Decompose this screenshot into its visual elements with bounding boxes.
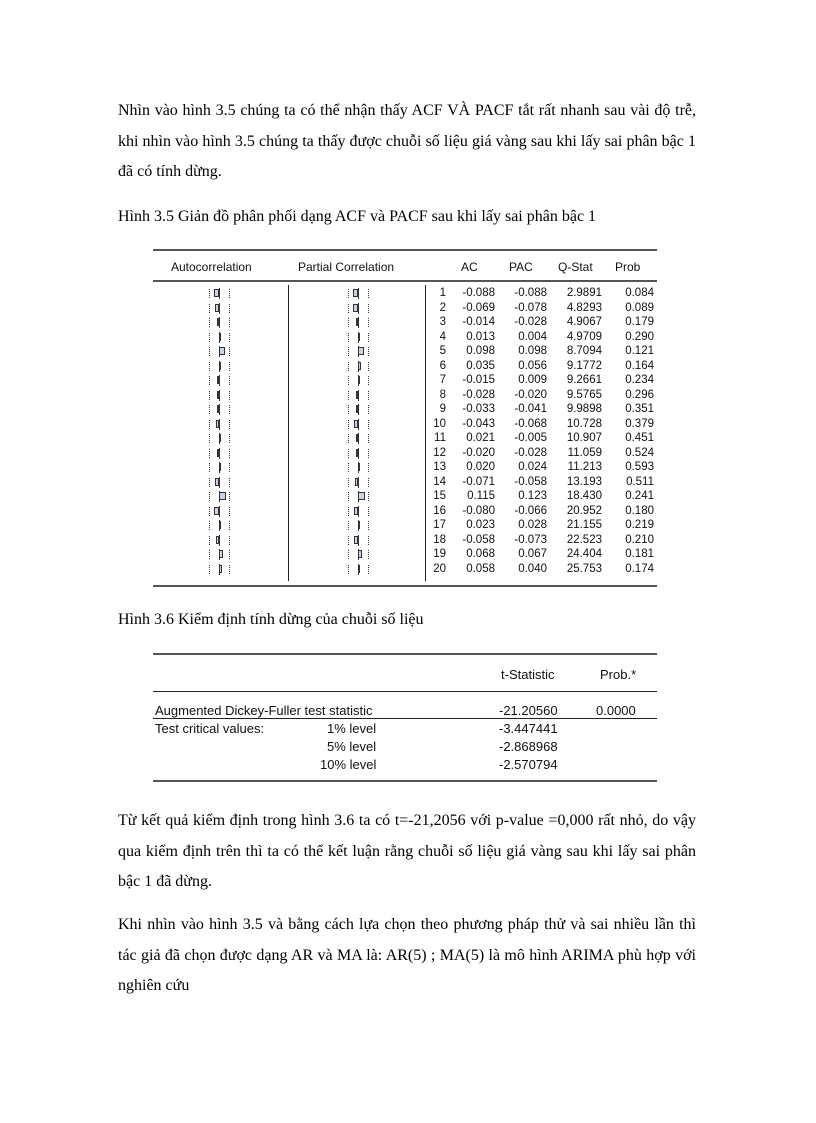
pac-bar	[353, 304, 358, 312]
pac-value: -0.020	[514, 388, 547, 401]
adf-level-10pct: 10% level	[320, 757, 377, 772]
pac-bar	[358, 521, 360, 529]
paragraph-arima-choice: Khi nhìn vào hình 3.5 và bằng cách lựa chọn theo phương pháp thử và sai nhiều lần thì tác giả đã chọn được dạng AR và MA là: AR(5) ; MA(5) là mô hình ARIMA phù hợp với nghiên cứu	[118, 916, 696, 994]
ac-value: -0.033	[462, 403, 495, 415]
ac-value: 0.098	[466, 345, 495, 357]
pac-value: -0.068	[514, 417, 547, 430]
correlogram-row	[153, 316, 657, 329]
confidence-bound-left	[348, 507, 349, 516]
pac-bar	[354, 420, 358, 428]
lag-value: 8	[439, 388, 446, 401]
prob-value: 0.290	[625, 330, 654, 343]
figure-3-6-caption: Hình 3.6 Kiểm định tính dừng của chuỗi số liệu	[118, 611, 424, 628]
zero-axis	[358, 477, 359, 488]
pac-value: -0.028	[514, 316, 547, 328]
adf-header-prob: Prob.*	[600, 667, 637, 682]
pac-value: 0.024	[518, 461, 547, 473]
pac-value: -0.073	[514, 533, 547, 546]
qstat-value: 10.907	[566, 432, 602, 444]
lag-value: 14	[433, 475, 446, 488]
confidence-bound-left	[348, 333, 349, 342]
lag-value: 18	[433, 533, 446, 546]
zero-axis	[358, 390, 359, 401]
ac-value: 0.023	[466, 519, 495, 531]
lag-value: 16	[433, 504, 446, 517]
zero-axis	[358, 419, 359, 430]
confidence-bound-right	[368, 333, 369, 342]
pac-bar	[353, 289, 358, 297]
correlogram-row	[153, 403, 657, 416]
qstat-value: 9.1772	[566, 359, 602, 372]
adf-header-tstat: t-Statistic	[501, 667, 555, 682]
qstat-value: 18.430	[566, 490, 602, 502]
correlogram-row	[153, 563, 657, 576]
qstat-value: 13.193	[566, 475, 602, 488]
correlogram-row	[153, 360, 657, 373]
correlogram-row	[153, 461, 657, 474]
adf-level-5pct: 5% level	[327, 739, 377, 754]
confidence-bound-right	[368, 347, 369, 356]
confidence-bound-left	[348, 463, 349, 472]
pac-bar	[356, 434, 358, 442]
pac-bar	[354, 536, 358, 544]
qstat-value: 24.404	[566, 548, 602, 560]
pac-value: -0.078	[514, 301, 547, 314]
qstat-value: 20.952	[566, 504, 602, 517]
ac-value: 0.021	[466, 432, 495, 444]
confidence-bound-left	[348, 565, 349, 574]
adf-critical-label: Test critical values:	[155, 721, 265, 736]
lag-value: 6	[439, 359, 446, 372]
qstat-value: 25.753	[566, 562, 602, 575]
zero-axis	[358, 506, 359, 517]
confidence-bound-left	[348, 449, 349, 458]
correlogram-row	[153, 302, 657, 315]
lag-value: 7	[439, 374, 446, 386]
prob-value: 0.121	[625, 345, 654, 357]
top-double-rule	[153, 249, 657, 251]
pac-bar	[356, 405, 358, 413]
zero-axis	[358, 288, 359, 299]
pac-value: -0.066	[514, 504, 547, 517]
adf-row-tstat: -21.20560	[499, 703, 558, 718]
qstat-value: 9.5765	[566, 388, 602, 401]
ac-value: -0.058	[462, 533, 495, 546]
adf-test-table	[153, 653, 657, 786]
pac-value: 0.098	[518, 345, 547, 357]
confidence-bound-right	[368, 536, 369, 545]
zero-axis	[358, 303, 359, 314]
pac-bar	[356, 449, 358, 457]
pac-bar	[358, 362, 361, 370]
header-qstat: Q-Stat	[558, 260, 593, 274]
pac-bar	[358, 550, 362, 558]
confidence-bound-left	[348, 376, 349, 385]
pac-value: -0.058	[514, 475, 547, 488]
header-pac: PAC	[509, 260, 533, 274]
pac-value: 0.056	[518, 359, 547, 372]
prob-value: 0.241	[625, 490, 654, 502]
pac-value: 0.123	[518, 490, 547, 502]
confidence-bound-right	[368, 434, 369, 443]
pac-bar	[354, 507, 358, 515]
qstat-value: 4.9709	[566, 330, 602, 343]
header-partial-correlation: Partial Correlation	[298, 260, 395, 274]
lag-value: 19	[433, 548, 446, 560]
lag-value: 12	[433, 446, 446, 459]
ac-value: -0.014	[462, 316, 495, 328]
prob-value: 0.451	[625, 432, 654, 444]
confidence-bound-right	[368, 318, 369, 327]
pac-bar	[355, 478, 358, 486]
confidence-bound-left	[348, 550, 349, 559]
confidence-bound-right	[368, 391, 369, 400]
prob-value: 0.296	[625, 388, 654, 401]
confidence-bound-right	[368, 492, 369, 501]
ac-value: 0.115	[467, 490, 495, 502]
lag-value: 3	[439, 316, 446, 328]
prob-value: 0.379	[625, 417, 654, 430]
lag-value: 1	[439, 287, 446, 299]
correlogram-table	[153, 249, 657, 591]
pac-bar	[356, 318, 358, 326]
correlogram-row	[153, 287, 657, 300]
confidence-bound-left	[348, 521, 349, 530]
adf-critical-1pct: -3.447441	[499, 721, 558, 736]
confidence-bound-left	[348, 391, 349, 400]
confidence-bound-left	[348, 434, 349, 443]
ac-value: -0.080	[462, 504, 495, 517]
adf-bottom-double-rule	[153, 780, 657, 782]
pac-value: -0.005	[514, 432, 547, 444]
confidence-bound-right	[368, 304, 369, 313]
confidence-bound-left	[348, 318, 349, 327]
zero-axis	[358, 433, 359, 444]
confidence-bound-right	[368, 565, 369, 574]
adf-row-label: Augmented Dickey-Fuller test statistic	[155, 703, 373, 718]
confidence-bound-left	[348, 536, 349, 545]
prob-value: 0.179	[625, 316, 654, 328]
qstat-value: 9.9898	[566, 403, 602, 415]
confidence-bound-right	[368, 405, 369, 414]
pac-bar	[358, 565, 360, 573]
zero-axis	[358, 448, 359, 459]
confidence-bound-right	[368, 420, 369, 429]
pac-bar	[358, 492, 365, 500]
qstat-value: 10.728	[566, 417, 602, 430]
confidence-bound-left	[348, 420, 349, 429]
pac-value: -0.041	[514, 403, 547, 415]
prob-value: 0.511	[626, 475, 654, 488]
ac-value: -0.043	[462, 417, 495, 430]
correlogram-row	[153, 418, 657, 431]
prob-value: 0.351	[625, 403, 654, 415]
confidence-bound-right	[368, 449, 369, 458]
correlogram-row	[153, 548, 657, 561]
adf-critical-10pct: -2.570794	[499, 757, 558, 772]
correlogram-row	[153, 534, 657, 547]
pac-value: 0.067	[518, 548, 547, 560]
confidence-bound-right	[368, 478, 369, 487]
correlogram-row	[153, 447, 657, 460]
adf-top-double-rule	[153, 653, 657, 655]
lag-value: 13	[433, 461, 446, 473]
zero-axis	[358, 317, 359, 328]
prob-value: 0.219	[625, 519, 654, 531]
confidence-bound-right	[368, 521, 369, 530]
confidence-bound-left	[348, 304, 349, 313]
qstat-value: 11.059	[567, 446, 602, 459]
header-ac: AC	[461, 260, 478, 274]
lag-value: 2	[439, 301, 446, 314]
ac-value: -0.020	[462, 446, 495, 459]
prob-value: 0.210	[625, 533, 654, 546]
pac-value: 0.040	[518, 562, 547, 575]
prob-value: 0.524	[625, 446, 654, 459]
correlogram-row	[153, 374, 657, 387]
confidence-bound-right	[368, 362, 369, 371]
pac-bar	[358, 347, 364, 355]
lag-value: 20	[433, 562, 446, 575]
correlogram-row	[153, 476, 657, 489]
ac-value: -0.088	[462, 287, 495, 299]
confidence-bound-right	[368, 376, 369, 385]
correlogram-row	[153, 519, 657, 532]
correlogram-row	[153, 389, 657, 402]
correlogram-row	[153, 490, 657, 503]
lag-value: 10	[433, 417, 446, 430]
confidence-bound-right	[368, 463, 369, 472]
adf-level-1pct: 1% level	[327, 721, 377, 736]
ac-value: 0.020	[466, 461, 495, 473]
correlogram-row	[153, 505, 657, 518]
qstat-value: 11.213	[567, 461, 602, 473]
prob-value: 0.164	[625, 359, 654, 372]
prob-value: 0.234	[625, 374, 654, 386]
pac-bar	[358, 463, 360, 471]
ac-value: -0.028	[462, 388, 495, 401]
lag-value: 15	[433, 490, 446, 502]
bottom-double-rule	[153, 585, 657, 587]
pac-value: 0.028	[518, 519, 547, 531]
correlogram-row	[153, 345, 657, 358]
header-double-rule	[153, 280, 657, 282]
zero-axis	[358, 404, 359, 415]
qstat-value: 4.9067	[566, 316, 602, 328]
ac-value: -0.015	[462, 374, 495, 386]
pac-value: -0.028	[514, 446, 547, 459]
pac-value: 0.004	[518, 330, 547, 343]
confidence-bound-left	[348, 492, 349, 501]
lag-value: 4	[439, 330, 446, 343]
ac-value: 0.035	[466, 359, 495, 372]
paragraph-adf-result: Từ kết quả kiểm định trong hình 3.6 ta có t=-21,2056 với p-value =0,000 rất nhỏ, do vậy qua kiểm định trên thì ta có thể kết luận rằng chuỗi số liệu giá vàng sau khi lấy sai phân bậc 1 đã dừng.	[118, 812, 696, 890]
confidence-bound-left	[348, 405, 349, 414]
confidence-bound-right	[368, 550, 369, 559]
confidence-bound-left	[348, 478, 349, 487]
adf-header-rule	[153, 691, 657, 692]
paragraph-intro: Nhìn vào hình 3.5 chúng ta có thể nhận thấy ACF VÀ PACF tắt rất nhanh sau vài độ trễ, khi nhìn vào hình 3.5 chúng ta thấy được chuỗi số liệu giá vàng sau khi lấy sai phân bậc 1 đã có tính dừng.	[118, 102, 696, 180]
pac-bar	[356, 391, 358, 399]
correlogram-row	[153, 432, 657, 445]
pac-bar	[358, 376, 360, 384]
prob-value: 0.180	[625, 504, 654, 517]
confidence-bound-left	[348, 289, 349, 298]
prob-value: 0.181	[625, 548, 654, 560]
pac-value: 0.009	[518, 374, 547, 386]
lag-value: 11	[434, 432, 446, 444]
qstat-value: 9.2661	[566, 374, 602, 386]
lag-value: 9	[439, 403, 446, 415]
correlogram-row	[153, 331, 657, 344]
ac-value: 0.013	[466, 330, 495, 343]
pac-bar	[358, 333, 360, 341]
ac-value: 0.058	[466, 562, 495, 575]
qstat-value: 8.7094	[566, 345, 602, 357]
prob-value: 0.174	[625, 562, 654, 575]
adf-critical-5pct: -2.868968	[499, 739, 558, 754]
prob-value: 0.593	[625, 461, 654, 473]
ac-value: -0.069	[462, 301, 495, 314]
prob-value: 0.089	[625, 301, 654, 314]
confidence-bound-right	[368, 289, 369, 298]
prob-value: 0.084	[625, 287, 654, 299]
adf-statistic-rule	[153, 718, 657, 719]
confidence-bound-left	[348, 362, 349, 371]
qstat-value: 4.8293	[566, 301, 602, 314]
confidence-bound-right	[368, 507, 369, 516]
adf-row-prob: 0.0000	[596, 703, 636, 718]
zero-axis	[358, 535, 359, 546]
ac-value: -0.071	[462, 475, 495, 488]
pac-value: -0.088	[514, 287, 547, 299]
confidence-bound-left	[348, 347, 349, 356]
qstat-value: 2.9891	[566, 287, 602, 299]
header-prob: Prob	[615, 260, 641, 274]
lag-value: 5	[439, 345, 446, 357]
header-autocorrelation: Autocorrelation	[171, 260, 252, 274]
figure-3-5-caption: Hình 3.5 Giản đồ phân phối dạng ACF và PACF sau khi lấy sai phân bậc 1	[118, 208, 597, 225]
qstat-value: 21.155	[566, 519, 602, 531]
ac-value: 0.068	[466, 548, 495, 560]
lag-value: 17	[433, 519, 446, 531]
qstat-value: 22.523	[566, 533, 602, 546]
